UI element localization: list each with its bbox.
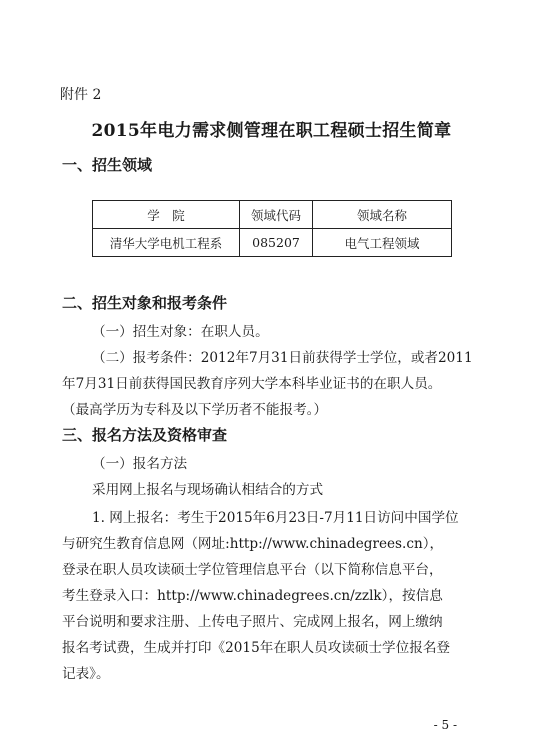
text-line: 平台说明和要求注册、上传电子照片、完成网上报名，网上缴纳	[62, 614, 443, 630]
text-line: （一）报名方法	[92, 456, 188, 472]
table-header-row	[93, 201, 452, 229]
text-line: 采用网上报名与现场确认相结合的方式	[92, 482, 324, 498]
section-heading-eligibility: 二、招生对象和报考条件	[62, 294, 228, 312]
text-line: 与研究生教育信息网（网址:http://www.chinadegrees.cn），	[62, 536, 444, 552]
table-cell: 085207	[240, 229, 313, 257]
table-header-cell: 学 院	[93, 201, 240, 229]
table-header-cell: 领域名称	[313, 201, 452, 229]
section-heading-registration: 三、报名方法及资格审查	[62, 426, 228, 444]
table-row	[93, 229, 452, 257]
text-line: （一）招生对象：在职人员。	[92, 324, 269, 340]
text-line: 1. 网上报名：考生于2015年6月23日-7月11日访问中国学位	[92, 510, 459, 526]
page-number: - 5 -	[433, 718, 457, 732]
attachment-label: 附件 2	[60, 87, 102, 103]
text-line: （二）报考条件：2012年7月31日前获得学士学位，或者2011	[92, 350, 473, 366]
text-line: 登录在职人员攻读硕士学位管理信息平台（以下简称信息平台，	[62, 562, 443, 578]
text-line: 考生登录入口：http://www.chinadegrees.cn/zzlk），按信息	[62, 588, 443, 604]
table-cell: 清华大学电机工程系	[93, 229, 240, 257]
fields-table	[92, 200, 452, 257]
text-line: （最高学历为专科及以下学历者不能报考。）	[62, 402, 328, 418]
text-line: 报名考试费，生成并打印《2015年在职人员攻读硕士学位报名登	[62, 640, 451, 656]
text-line: 年7月31日前获得国民教育序列大学本科毕业证书的在职人员。	[62, 376, 442, 392]
table-header-cell: 领域代码	[240, 201, 313, 229]
document-title: 2015年电力需求侧管理在职工程硕士招生简章	[91, 121, 452, 141]
text-line: 记表》。	[62, 666, 110, 682]
table-cell: 电气工程领域	[313, 229, 452, 257]
section-heading-fields: 一、招生领域	[62, 156, 153, 174]
